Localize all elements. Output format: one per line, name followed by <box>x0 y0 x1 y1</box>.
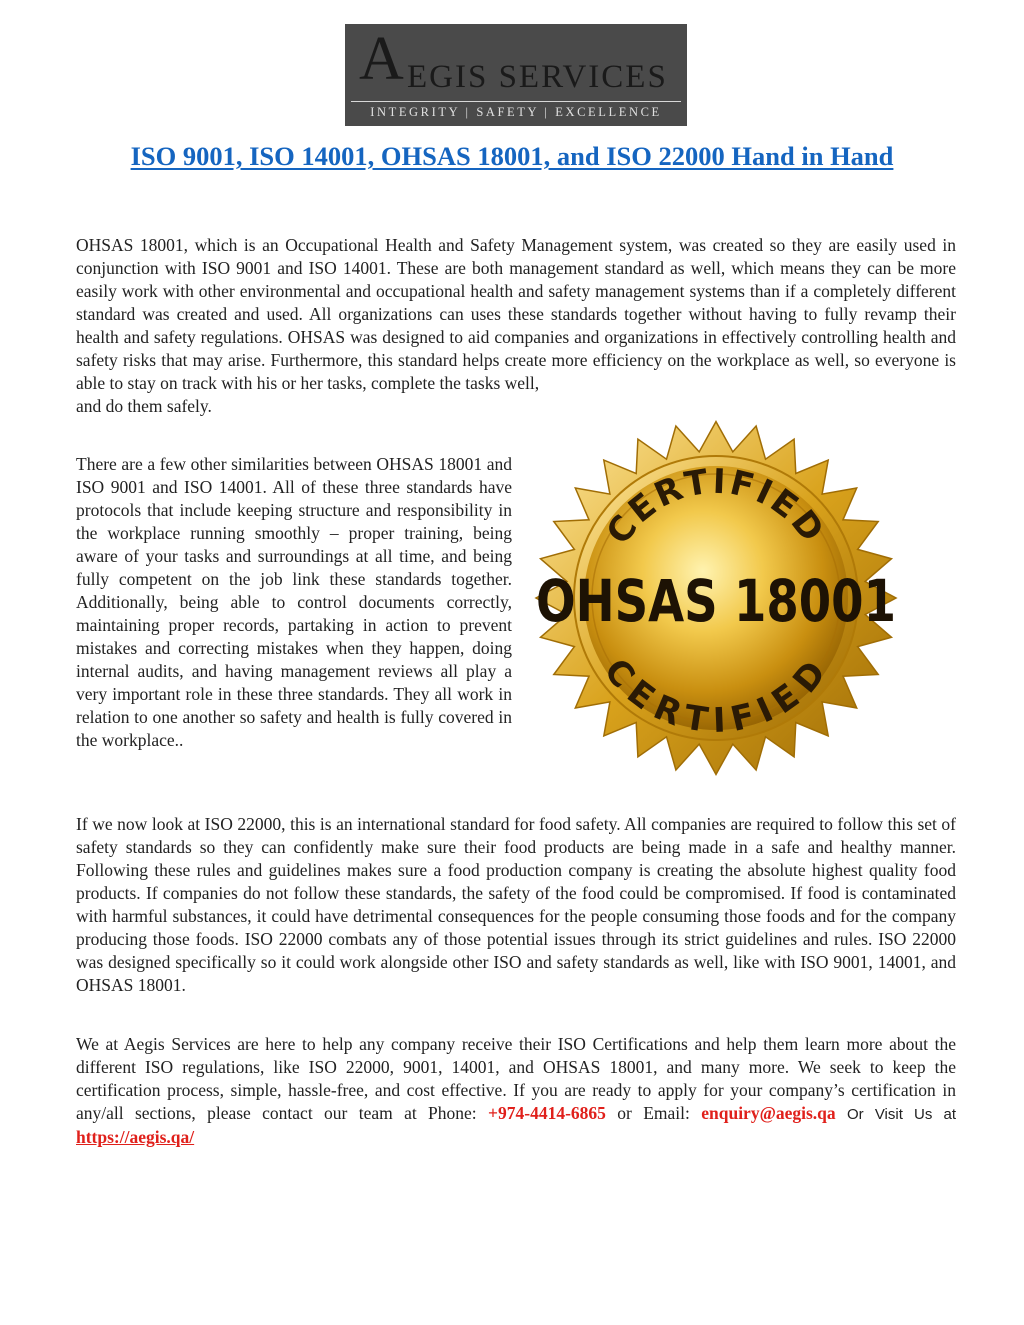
paragraph-ohsas-intro-text: OHSAS 18001, which is an Occupational Health and Safety Management system, was created so they are easily used in conjunction with ISO 9001 and ISO 14001. These are both management standard as well, which means they can be more easily work with other environmental and occupational health and safety management systems than if a completely different standard was created and used. All organizations can uses these standards together without having to fully revamp their health and safety regulations. OHSAS was designed to aid companies and organizations in effectively controlling health and safety risks that may arise. Furthermore, this standard helps create more efficiency on the workplace as well, so everyone is able to stay on track with his or her tasks, complete the tasks well, <box>76 235 956 393</box>
paragraph-ohsas-intro <box>76 234 956 418</box>
logo-company-name: EGIS SERVICES <box>407 59 668 95</box>
ohsas-certified-seal-icon <box>527 418 905 778</box>
logo-tagline: INTEGRITY | SAFETY | EXCELLENCE <box>370 105 662 119</box>
website-link[interactable]: https://aegis.qa/ <box>76 1127 195 1147</box>
email-address[interactable]: enquiry@aegis.qa <box>701 1103 836 1123</box>
paragraph-contact <box>76 1033 956 1149</box>
paragraph-ohsas-intro-end: and do them safely. <box>76 396 212 416</box>
contact-text: We at Aegis Services are here to help any company receive their ISO Certifications and help them learn more about the different ISO regulations, like ISO 22000, 9001, 14001, and OHSAS 18001, and many more. We seek to keep the certification process, simple, hassle-free, and cost effective. If you are ready to apply for your company’s certification in any/all sections, please contact our team at Phone: <box>76 1034 956 1123</box>
logo-letter: A <box>359 25 404 93</box>
seal-top-text: CERTIFIED <box>598 461 834 552</box>
phone-number[interactable]: +974-4414-6865 <box>488 1103 606 1123</box>
page-title[interactable]: ISO 9001, ISO 14001, OHSAS 18001, and ISO 22000 Hand in Hand <box>130 141 894 171</box>
contact-or: or <box>617 1103 632 1123</box>
paragraph-similarities: There are a few other similarities between OHSAS 18001 and ISO 9001 and ISO 14001. All of these three standards have protocols that include keeping structure and responsibility in the workplace running smoothly – proper training, being aware of your tasks and surroundings at all time, and being fully competent on the job link these standards together. Additionally, being able to control documents correctly, maintaining proper records, partaking in action to prevent mistakes and correcting mistakes when they happen, doing internal audits, and having management reviews all play a very important role in these three standards. They all work in relation to one another so safety and health is fully covered in the workplace.. <box>76 454 512 750</box>
email-label: Email: <box>643 1103 690 1123</box>
paragraph-iso-22000: If we now look at ISO 22000, this is an international standard for food safety. All companies are required to follow this set of safety standards so they can confidently make sure their food products are being made in a safe and healthy manner. Following these rules and guidelines makes sure a food production company is creating the absolute highest quality food products. If companies do not follow these standards, the safety of the food could be compromised. If food is contaminated with harmful substances, it could have detrimental consequences for the people consuming those foods and for the company producing those foods. ISO 22000 combats any of those potential issues through its strict guidelines and rules. ISO 22000 was designed specifically so it could work alongside other ISO and safety standards as well, like with ISO 9001, 14001, and OHSAS 18001. <box>76 814 956 995</box>
visit-label: Or Visit Us at <box>847 1106 957 1123</box>
aegis-logo <box>345 24 687 126</box>
seal-bottom-text: CERTIFIED <box>595 651 837 742</box>
logo-divider <box>351 101 681 102</box>
seal-center-text: OHSAS 18001 <box>536 567 896 635</box>
